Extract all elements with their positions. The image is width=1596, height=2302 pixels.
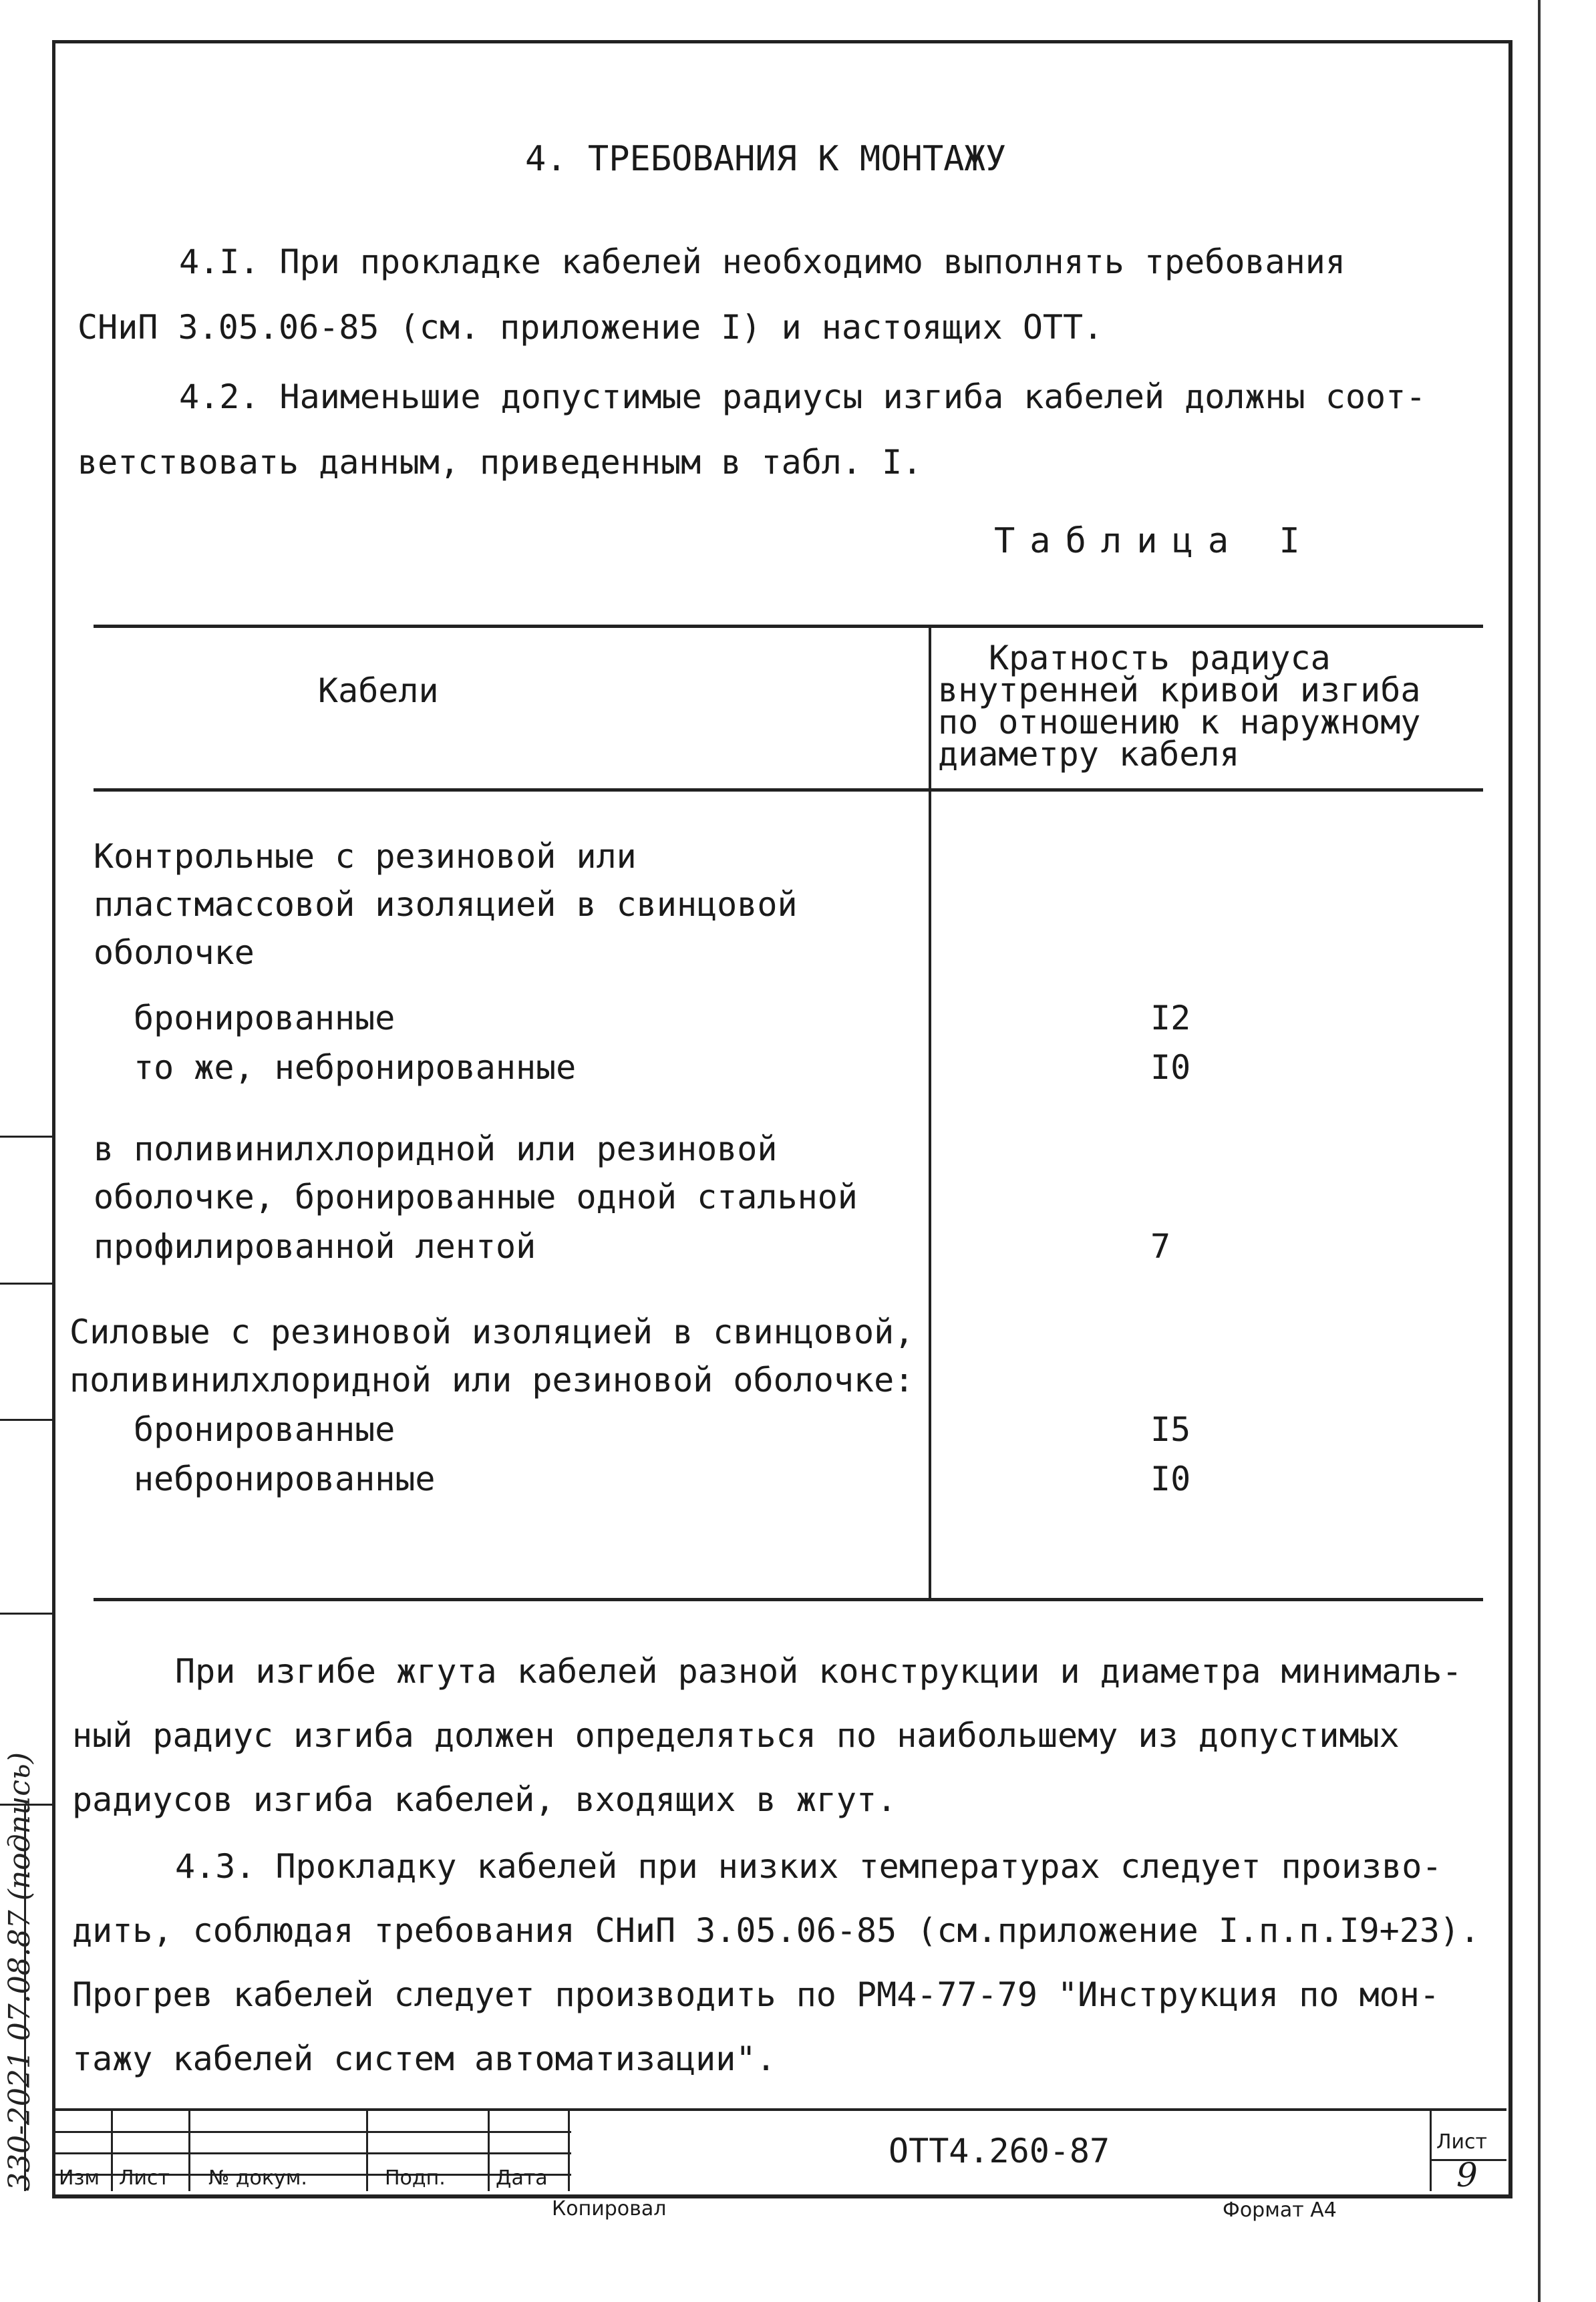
- bundle-paragraph-line-2: ный радиус изгиба должен определяться по наибольшему из допустимых: [72, 1716, 1400, 1755]
- table-group-control-line-1: Контрольные с резиновой или: [94, 837, 637, 876]
- table-group-power-line-2: поливинилхлоридной или резиновой оболочке:: [69, 1361, 915, 1400]
- stamp-row-rule: [53, 2131, 571, 2133]
- stamp-col-izm: Изм: [59, 2166, 100, 2190]
- left-margin-rule: [0, 1136, 53, 1138]
- bundle-paragraph-line-1: При изгибе жгута кабелей разной конструкции и диаметра минималь-: [175, 1652, 1462, 1691]
- stamp-col-rule: [488, 2108, 490, 2191]
- table-group-control-line-3: оболочке: [94, 933, 255, 972]
- table-column-divider: [929, 625, 931, 1601]
- table-row-name: то же, небронированные: [134, 1048, 577, 1087]
- sheet-label: Лист: [1436, 2130, 1488, 2154]
- table-header-ratio-line-2: внутренней кривой изгиба: [938, 671, 1421, 709]
- stamp-col-sign: Подп.: [385, 2166, 446, 2190]
- table-row-name: небронированные: [134, 1460, 436, 1498]
- table-group-pvc-line-1: в поливинилхлоридной или резиновой: [94, 1130, 778, 1168]
- table-row-name: бронированные: [134, 1410, 395, 1449]
- stamp-col-rule: [568, 2108, 570, 2191]
- table-header-ratio-line-3: по отношению к наружному: [938, 703, 1421, 742]
- section-title: 4. ТРЕБОВАНИЯ К МОНТАЖУ: [525, 139, 1007, 179]
- table-group-pvc-line-3: профилированной лентой: [94, 1227, 536, 1266]
- footer-copied: Копировал: [552, 2197, 667, 2221]
- table-group-pvc-line-2: оболочке, бронированные одной стальной: [94, 1178, 858, 1216]
- table-header-cables: Кабели: [318, 671, 439, 710]
- stamp-sheet-col-rule: [1430, 2108, 1432, 2191]
- left-margin-rule: [0, 1419, 53, 1421]
- table-caption: Таблица I: [994, 521, 1315, 561]
- table-bottom-rule: [94, 1598, 1483, 1601]
- stamp-row-rule: [53, 2152, 571, 2154]
- table-row-value: I0: [1150, 1460, 1191, 1498]
- footer-format: Формат А4: [1223, 2198, 1337, 2222]
- stamp-col-rule: [366, 2108, 368, 2191]
- left-margin-rule: [0, 1613, 53, 1615]
- table-row-value: I0: [1150, 1048, 1191, 1087]
- table-header-ratio-line-1: Кратность радиуса: [989, 639, 1331, 677]
- left-margin-handwriting: [0, 1752, 40, 2191]
- paragraph-4-3-line-3: Прогрев кабелей следует производить по РМ4-77-79 "Инструкция по мон-: [72, 1975, 1440, 2014]
- table-group-control-line-2: пластмассовой изоляцией в свинцовой: [94, 885, 798, 924]
- document-code: ОТТ4.260-87: [889, 2132, 1110, 2170]
- bundle-paragraph-line-3: радиусов изгиба кабелей, входящих в жгут.: [72, 1780, 897, 1819]
- paragraph-4-3-line-4: тажу кабелей систем автоматизации".: [72, 2039, 776, 2078]
- table-top-rule: [94, 625, 1483, 628]
- table-row-value: I5: [1150, 1410, 1191, 1449]
- stamp-top-rule: [53, 2108, 1506, 2111]
- table-header-ratio-line-4: диаметру кабеля: [938, 735, 1240, 774]
- stamp-col-date: Дата: [496, 2166, 548, 2190]
- table-row-value: 7: [1150, 1227, 1171, 1266]
- sheet-number: 9: [1456, 2156, 1478, 2194]
- paragraph-4-1-line-1: 4.I. При прокладке кабелей необходимо выполнять требования: [179, 242, 1345, 281]
- stamp-col-doc: № докум.: [208, 2166, 307, 2190]
- table-header-rule: [94, 788, 1483, 792]
- stamp-col-rule: [188, 2108, 190, 2191]
- paragraph-4-1-line-2: СНиП 3.05.06-85 (см. приложение I) и настоящих ОТТ.: [77, 308, 1104, 347]
- table-group-power-line-1: Силовые с резиновой изоляцией в свинцовой,: [69, 1313, 915, 1351]
- paragraph-4-2-line-2: ветствовать данным, приведенным в табл. I.: [77, 443, 923, 482]
- table-row-name: бронированные: [134, 999, 395, 1037]
- paragraph-4-3-line-1: 4.3. Прокладку кабелей при низких температурах следует произво-: [175, 1847, 1442, 1886]
- stamp-col-rule: [111, 2108, 113, 2191]
- paragraph-4-3-line-2: дить, соблюдая требования СНиП 3.05.06-85 (см.приложение I.п.п.I9+23).: [72, 1911, 1480, 1950]
- page-edge-line: [1538, 0, 1541, 2302]
- stamp-col-list: Лист: [119, 2166, 170, 2190]
- archive-handwritten-note: 330-2021 07.08.87 (подпись): [3, 1752, 37, 2191]
- left-margin-rule: [0, 1283, 53, 1285]
- paragraph-4-2-line-1: 4.2. Наименьшие допустимые радиусы изгиба кабелей должны соот-: [179, 377, 1426, 416]
- table-row-value: I2: [1150, 999, 1191, 1037]
